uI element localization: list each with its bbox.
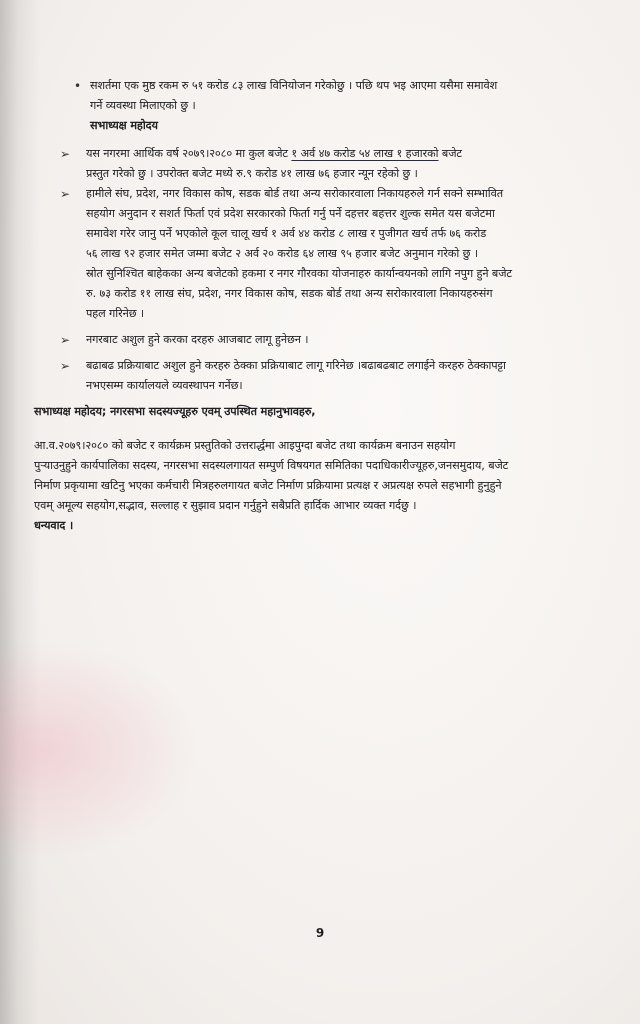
text-segment: बजेट	[438, 147, 462, 160]
paper-stain	[0, 640, 200, 860]
text-line: सहयोग अनुदान र सशर्त फिर्ता एवं प्रदेश सरकारको फिर्ता गर्नु पर्ने दहत्तर बहत्तर शुल्क समेत यस बजेटमा	[86, 207, 495, 220]
text-line: ५६ लाख ९२ हजार समेत जम्मा बजेट २ अर्व २० करोड ६४ लाख ९५ हजार बजेट अनुमान गरेको छु ।	[86, 247, 478, 260]
arrow-bullet-icon: ➢	[60, 147, 71, 161]
arrow-paragraph-3	[34, 184, 624, 324]
heading-chair: सभाध्यक्ष महोदय	[90, 119, 158, 132]
text-line: पहल गरिनेछ ।	[86, 307, 145, 320]
text-line: रु. ७३ करोड ११ लाख संघ, प्रदेश, नगर विकास कोष, सडक बोर्ड तथा अन्य सरोकारवाला निकायहरुसंग	[86, 287, 493, 300]
text-line: प्रस्तुत गरेको छु । उपरोक्त बजेट मध्ये रु.९ करोड ४१ लाख ७६ हजार न्यून रहेको छु ।	[86, 167, 418, 180]
text-line: आ.व.२०७९।२०८० को बजेट र कार्यक्रम प्रस्तुतिको उत्तरार्द्धमा आइपुग्दा बजेट तथा कार्यक्रम बनाउन सहयोग	[34, 439, 456, 452]
thanks-line: धन्यवाद ।	[34, 519, 74, 532]
text-line	[34, 144, 624, 164]
page-number: 9	[315, 926, 325, 940]
text-line: गर्ने व्यवस्था मिलाएको छु ।	[90, 99, 196, 112]
text-line: सशर्तमा एक मुष्ठ रकम रु ५१ करोड ८३ लाख विनियोजन गरेकोछु । पछि थप भइ आएमा यसैमा समावेश	[90, 79, 498, 92]
arrow-paragraph-4	[34, 330, 624, 350]
text-line: पुऱ्याउनुहुने कार्यपालिका सदस्य, नगरसभा सदस्यलगायत सम्पुर्ण विषयगत समितिका पदाधिकारीज्यूहरु,जनसमुदाय, बजेट	[34, 459, 509, 472]
arrow-bullet-icon: ➢	[60, 333, 71, 347]
text-line: नभएसम्म कार्यालयले व्यवस्थापन गर्नेछ।	[86, 379, 243, 392]
text-line: बढाबढ प्रक्रियाबाट अशुल हुने करहरु ठेक्का प्रक्रियाबाट लागू गरिनेछ ।बढाबढबाट लगाईने करहरु ठेक्कापट्टा	[86, 359, 506, 372]
arrow-bullet-icon: ➢	[60, 359, 71, 373]
text-line: निर्माण प्रकृयामा खटिनु भएका कर्मचारी मित्रहरुलगायत बजेट निर्माण प्रक्रियामा प्रत्यक्ष र अप्रत्यक्ष रुपले सहभागी हुनुहुने	[34, 479, 502, 492]
arrow-paragraph-2	[34, 144, 624, 184]
arrow-paragraph-5	[34, 356, 624, 396]
text-line: नगरबाट अशुल हुने करका दरहरु आजबाट लागू हुनेछन ।	[86, 333, 309, 346]
text-line: एवम् अमूल्य सहयोग,सद्भाव, सल्लाह र सुझाव प्रदान गर्नुहुने सबैप्रति हार्दिक आभार व्यक्त गर्दछु ।	[34, 499, 417, 512]
text-line: स्रोत सुनिश्चित बाहेकका अन्य बजेटको हकमा र नगर गौरवका योजनाहरु कार्यान्वयनको लागि नपुग हुने बजेट	[86, 267, 512, 280]
text-segment: यस नगरमा आर्थिक वर्ष २०७९।२०८० मा कुल बजेट	[86, 147, 292, 160]
underlined-amount: १ अर्व ४७ करोड ५४ लाख १ हजारको	[291, 147, 439, 160]
text-line: हामीले संघ, प्रदेश, नगर विकास कोष, सडक बोर्ड तथा अन्य सरोकारवाला निकायहरुले गर्न सक्ने सम्भावित	[86, 187, 504, 200]
text-line: समावेश गरेर जानु पर्ने भएकोले कूल चालू खर्च १ अर्व ४४ करोड ८ लाख र पुजीगत खर्च तर्फ ७६ करोड	[86, 227, 487, 240]
bullet-paragraph-1	[34, 76, 624, 116]
heading-address: सभाध्यक्ष महोदय; नगरसभा सदस्यज्यूहरु एवम् उपस्थित महानुभावहरु,	[34, 405, 316, 418]
closing-paragraph	[34, 436, 624, 536]
document-body	[34, 79, 624, 536]
bullet-marker: •	[74, 79, 82, 93]
arrow-bullet-icon: ➢	[60, 187, 71, 201]
